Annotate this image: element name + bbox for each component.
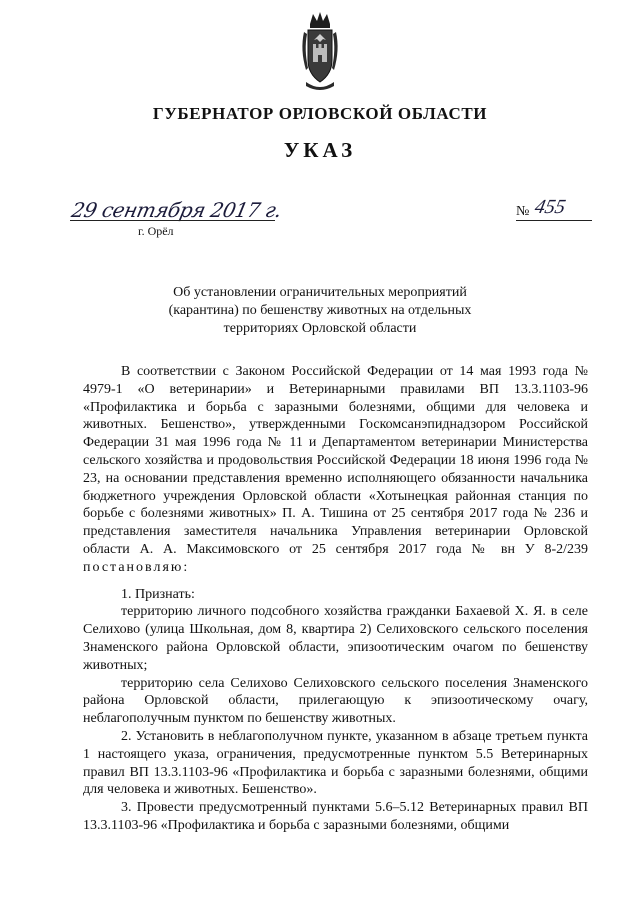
document-type: УКАЗ [283,138,357,162]
preamble-paragraph [83,363,588,577]
item-1-paragraph-a: территорию личного подсобного хозяйства гражданки Бахаевой Х. Я. в селе Селихово (улица Школьная, дом 8, квартира 2) Селиховского сельского поселения Знаменского района Орловской области, эпизоотическим очагом по бешенству животных; [83,604,588,673]
handwritten-date: 29 сентября 2017 г. [69,198,284,222]
item-2-paragraph: 2. Установить в неблагополучном пункте, указанном в абзаце третьем пункта 1 настоящего указа, ограничения, предусмотренные пунктом 5.5 Ветеринарных правил ВП 13.3.1103-96 «Профилактика и борьба с заразными болезнями, общими для человека и животных. Бешенство». [83,728,588,798]
city-label: г. Орёл [138,224,174,238]
number-underline [516,220,592,221]
item-3-paragraph: 3. Провести предусмотренный пунктами 5.6–5.12 Ветеринарных правил ВП 13.3.1103-96 «Профилактика и борьба с заразными болезнями, общими [83,800,588,833]
decree-subject [150,284,490,338]
subject-line: (карантина) по бешенству животных на отдельных [168,303,472,318]
decree-body [83,363,588,835]
preamble-text: В соответствии с Законом Российской Федерации от 14 мая 1993 года № 4979-1 «О ветеринарии» и Ветеринарными правилами ВП 13.3.1103-96 «Профилактика и борьба с заразными болезнями, общими для человека и животных. Бешенство», утвержденными Госкомсанэпиднадзором Российской Федерации 31 мая 1996 года № 11 и Департаментом ветеринарии Министерства сельского хозяйства и продовольствия Российской Федерации 18 июня 1996 года № 23, на основании представления временно исполняющего обязанности начальника бюджетного учреждения Орловской области «Хотынецкая районная станция по борьбе с болезнями животных» П. А. Тишина от 25 сентября 2017 года № 236 и представления заместителя начальника Управления ветеринарии Орловской области А. А. Максимовского от 25 сентября 2017 года № вн У 8-2/239 [83,364,588,557]
decree-word: постановляю: [83,559,190,575]
coat-of-arms-emblem [298,10,342,92]
date-underline [70,220,275,221]
item-1-heading: 1. Признать: [121,586,195,602]
item-1-paragraph-b: территорию села Селихово Селиховского сельского поселения Знаменского района Орловской области, прилегающую к эпизоотическому очагу, неблагополучным пунктом по бешенству животных. [83,675,588,727]
subject-line: Об установлении ограничительных мероприятий [173,285,467,300]
number-label: № [516,204,530,219]
orel-region-coat-of-arms-icon [298,10,342,92]
subject-line: территориях Орловской области [223,321,417,336]
handwritten-number: 455 [532,196,568,218]
authority-title: ГУБЕРНАТОР ОРЛОВСКОЙ ОБЛАСТИ [152,104,488,123]
